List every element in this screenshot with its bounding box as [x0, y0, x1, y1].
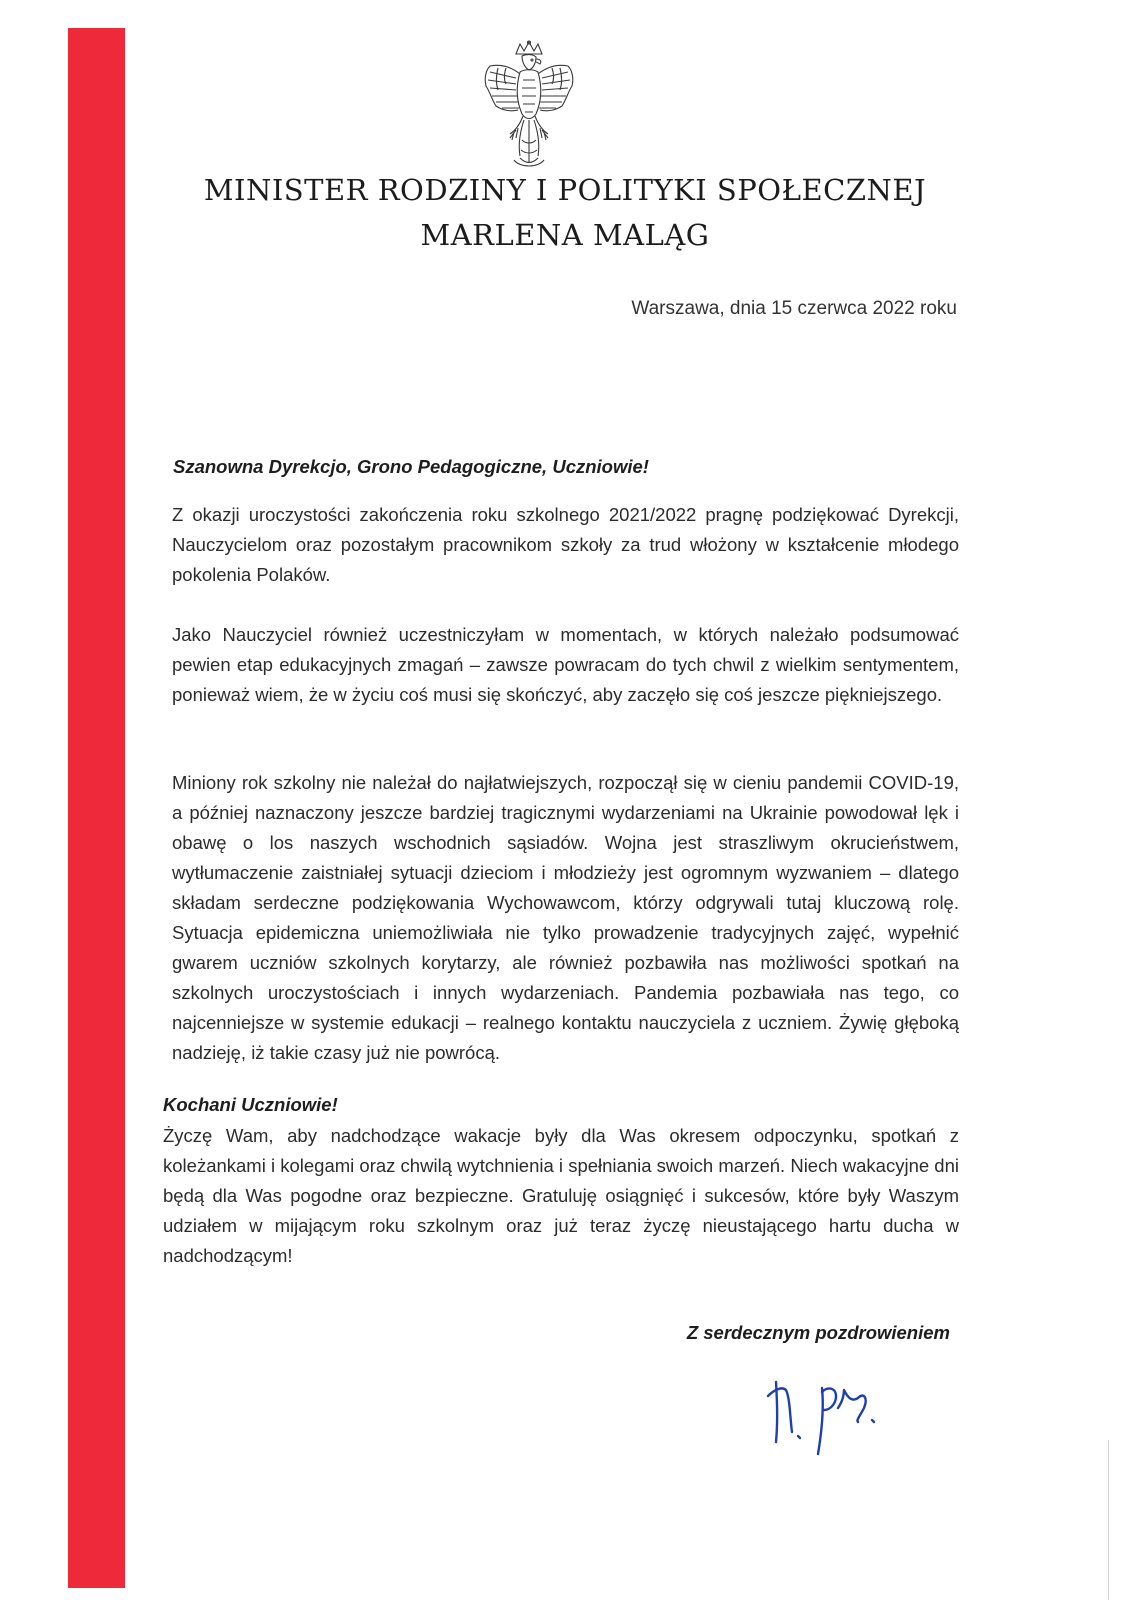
letter-date: Warszawa, dnia 15 czerwca 2022 roku [631, 298, 957, 319]
page-edge-line [1108, 1440, 1109, 1600]
paragraph-2: Jako Nauczyciel również uczestniczyłam w momentach, w których należało podsumować pewien etap edukacyjnych zmagań – zawsze powracam do tych chwil z wielkim sentymentem, ponieważ wiem, że w życiu coś musi się skończyć, aby zaczęło się coś jeszcze piękniejszego. [172, 624, 959, 705]
minister-name: MARLENA MALĄG [420, 218, 710, 252]
paragraph-3: Miniony rok szkolny nie należał do najłatwiejszych, rozpoczął się w cieniu pandemii COVID-19, a później naznaczony jeszcze bardziej tragicznymi wydarzeniami na Ukrainie powodował lęk i obawę o los naszych wschodnich sąsiadów. Wojna jest straszliwym okrucieństwem, wytłumaczenie zaistniałej sytuacji dzieciom i młodzieży jest ogromnym wyzwaniem – dlatego składam serdeczne podziękowania Wychowawcom, którzy odgrywali tutaj kluczową rolę. Sytuacja epidemiczna uniemożliwiała nie tylko prowadzenie tradycyjnych zajęć, wypełnić gwarem uczniów szkolnych korytarzy, ale również pozbawiła nas możliwości spotkań na szkolnych uroczystościach i innych wydarzeniach. Pandemia pozbawiała nas tego, co najcenniejsze w systemie edukacji – realnego kontaktu nauczyciela z uczniem. Żywię głęboką nadzieję, iż takie czasy już nie powrócą. [172, 772, 959, 1063]
paragraph-4: Życzę Wam, aby nadchodzące wakacje były dla Was okresem odpoczynku, spotkań z koleżankami i kolegami oraz chwilą wytchnienia i spełniania swoich marzeń. Niech wakacyjne dni będą dla Was pogodne oraz bezpieczne. Gratuluję osiągnięć i sukcesów, które były Waszym udziałem w mijającym roku szkolnym oraz już teraz życzę nieustającego hartu ducha w nadchodzącym! [163, 1125, 959, 1266]
polish-eagle-emblem-icon [476, 40, 582, 172]
paragraph-1: Z okazji uroczystości zakończenia roku szkolnego 2021/2022 pragnę podziękować Dyrekcji, Nauczycielom oraz pozostałym pracownikom szkoły za trud włożony w kształcenie młodego pokolenia Polaków. [172, 504, 959, 585]
ministry-title: MINISTER RODZINY I POLITYKI SPOŁECZNEJ [203, 173, 927, 207]
handwritten-signature-icon [760, 1368, 900, 1468]
closing-line: Z serdecznym pozdrowieniem [686, 1322, 950, 1343]
greeting: Szanowna Dyrekcjo, Grono Pedagogiczne, Uczniowie! [173, 456, 649, 477]
red-accent-bar [68, 28, 125, 1588]
students-greeting: Kochani Uczniowie! [163, 1094, 338, 1115]
